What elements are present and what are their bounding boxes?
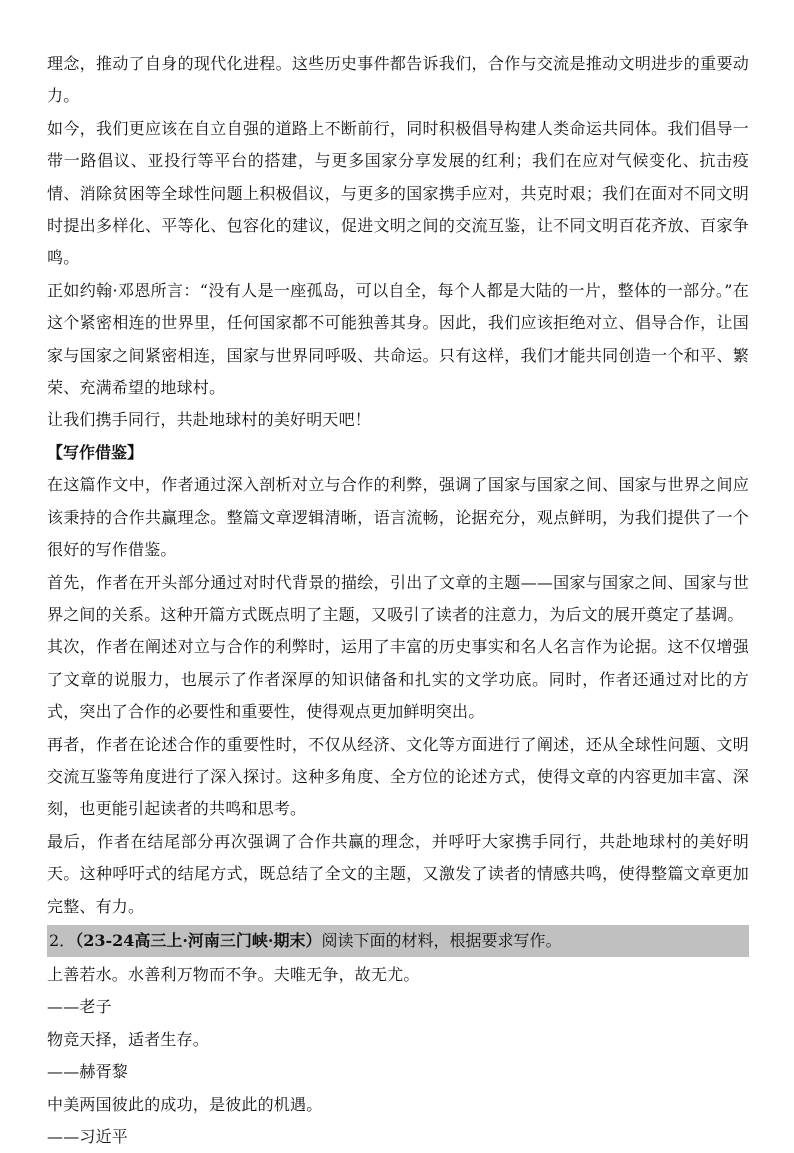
question-header xyxy=(47,925,749,957)
question-instruction: 阅读下面的材料，根据要求写作。 xyxy=(321,930,562,950)
material-line: ——习近平 xyxy=(47,1127,129,1146)
review-paragraph: 再者，作者在论述合作的重要性时，不仅从经济、文化等方面进行了阐述，还从全球性问题、文明交流互鉴等角度进行了深入探讨。这种多角度、全方位的论述方式，使得文章的内容更加丰富、深刻，也更能引起读者的共鸣和思考。 xyxy=(47,734,749,819)
essay-paragraph: 正如约翰·邓恩所言：“没有人是一座孤岛，可以自全，每个人都是大陆的一片，整体的一部分。”在这个紧密相连的世界里，任何国家都不可能独善其身。因此，我们应该拒绝对立、倡导合作，让国家与国家之间紧密相连，国家与世界同呼吸、共命运。只有这样，我们才能共同创造一个和平、繁荣、充满希望的地球村。 xyxy=(47,280,749,398)
review-paragraph: 在这篇作文中，作者通过深入剖析对立与合作的利弊，强调了国家与国家之间、国家与世界之间应该秉持的合作共赢理念。整篇文章逻辑清晰，语言流畅，论据充分，观点鲜明，为我们提供了一个很好的写作借鉴。 xyxy=(47,475,749,560)
review-paragraph: 最后，作者在结尾部分再次强调了合作共赢的理念，并呼吁大家携手同行，共赴地球村的美好明天。这种呼吁式的结尾方式，既总结了全文的主题，又激发了读者的情感共鸣，使得整篇文章更加完整、有力。 xyxy=(47,831,749,916)
document-page xyxy=(47,48,749,1153)
question-source: （23-24高三上·河南三门峡·期末） xyxy=(75,930,322,950)
material-line: ——赫胥黎 xyxy=(47,1062,129,1082)
material-line: ——老子 xyxy=(47,997,112,1017)
question-number: 2． xyxy=(49,930,76,950)
essay-paragraph: 如今，我们更应该在自立自强的道路上不断前行，同时积极倡导构建人类命运共同体。我们倡导一带一路倡议、亚投行等平台的搭建，与更多国家分享发展的红利；我们在应对气候变化、抗击疫情、消除贫困等全球性问题上积极倡议，与更多的国家携手应对，共克时艰；我们在面对不同文明时提出多样化、平等化、包容化的建议，促进文明之间的交流互鉴，让不同文明百花齐放、百家争鸣。 xyxy=(47,118,749,268)
material-line: 物竞天择，适者生存。 xyxy=(47,1029,210,1049)
essay-paragraph: 理念，推动了自身的现代化进程。这些历史事件都告诉我们，合作与交流是推动文明进步的重要动力。 xyxy=(47,54,749,106)
material-line: 上善若水。水善利万物而不争。夫唯无争，故无尤。 xyxy=(47,964,420,984)
section-heading: 【写作借鉴】 xyxy=(47,442,144,462)
material-line: 中美两国彼此的成功，是彼此的机遇。 xyxy=(47,1094,323,1114)
review-paragraph: 其次，作者在阐述对立与合作的利弊时，运用了丰富的历史事实和名人名言作为论据。这不仅增强了文章的说服力，也展示了作者深厚的知识储备和扎实的文学功底。同时，作者还通过对比的方式，突出了合作的必要性和重要性，使得观点更加鲜明突出。 xyxy=(47,637,749,722)
essay-paragraph: 让我们携手同行，共赴地球村的美好明天吧！ xyxy=(47,410,372,430)
review-paragraph: 首先，作者在开头部分通过对时代背景的描绘，引出了文章的主题——国家与国家之间、国家与世界之间的关系。这种开篇方式既点明了主题，又吸引了读者的注意力，为后文的展开奠定了基调。 xyxy=(47,572,749,624)
